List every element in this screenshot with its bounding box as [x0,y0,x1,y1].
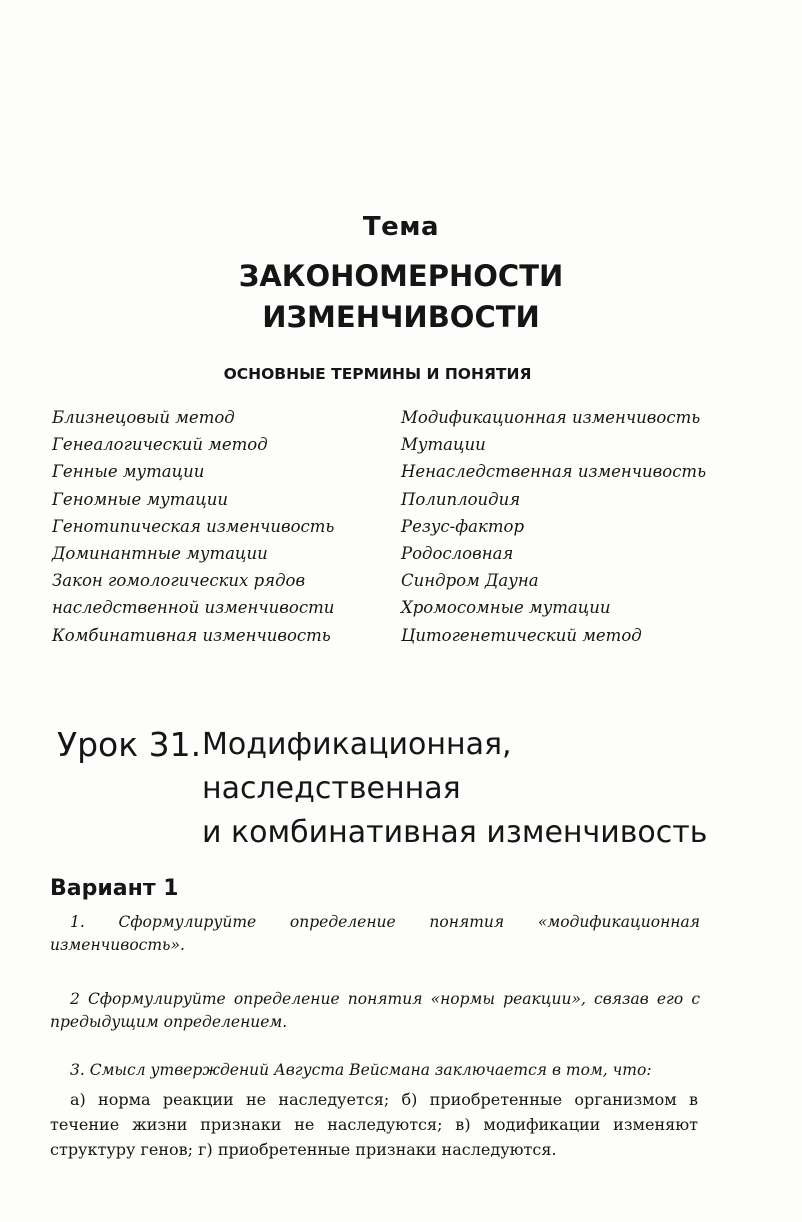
topic-title-line-2: ИЗМЕНЧИВОСТИ [262,300,540,334]
term-item: Закон гомологических рядов [52,571,306,591]
question-2 [50,988,700,1034]
question-1-text: 1. Сформулируйте определение понятия «модификационная изменчивость». [50,913,700,954]
term-item: Цитогенетический метод [401,625,642,645]
term-item: Комбинативная изменчивость [52,625,331,645]
topic-title-line-1: ЗАКОНОМЕРНОСТИ [238,259,564,293]
term-item: Генные мутации [52,462,205,482]
topic-title [0,256,802,338]
term-item: Ненаследственная изменчивость [401,462,707,482]
question-1 [50,911,700,957]
lesson-title-line-1: Модификационная, [202,727,512,762]
question-3-text: 3. Смысл утверждений Августа Вейсмана заключается в том, что: [70,1061,652,1079]
term-item: Геномные мутации [52,489,228,509]
term-item: Полиплоидия [401,489,521,509]
variant-heading: Вариант 1 [50,876,179,901]
terms-heading: ОСНОВНЫЕ ТЕРМИНЫ И ПОНЯТИЯ [223,365,532,383]
term-item: Генеалогический метод [52,435,268,455]
lesson-title-line-3: и комбинативная изменчивость [202,815,708,850]
term-item: наследственной изменчивости [52,598,335,618]
term-item: Доминантные мутации [52,544,268,564]
term-item: Хромосомные мутации [401,598,611,618]
topic-label: Тема [362,212,440,242]
term-item: Резус-фактор [401,516,525,536]
lesson-title [202,723,707,855]
term-item: Генотипическая изменчивость [52,516,335,536]
term-item: Мутации [401,435,486,455]
question-2-text: 2 Сформулируйте определение понятия «нормы реакции», связав его с предыдущим определением. [50,990,700,1031]
lesson-title-line-2: наследственная [202,771,461,806]
term-item: Близнецовый метод [52,408,235,427]
term-item: Модификационная изменчивость [401,408,701,427]
term-item: Родословная [401,544,514,564]
terms-list-left [52,404,382,649]
lesson-number: Урок 31. [57,725,202,764]
question-3-options [50,1087,698,1162]
terms-list-right [401,404,731,649]
question-3 [50,1059,700,1082]
question-3-options-text: а) норма реакции не наследуется; б) приобретенные организмом в течение жизни признаки не наследуются; в) модификации изменяют структуру генов; г) приобретенные признаки наследуются. [50,1090,698,1159]
term-item: Синдром Дауна [401,571,539,591]
